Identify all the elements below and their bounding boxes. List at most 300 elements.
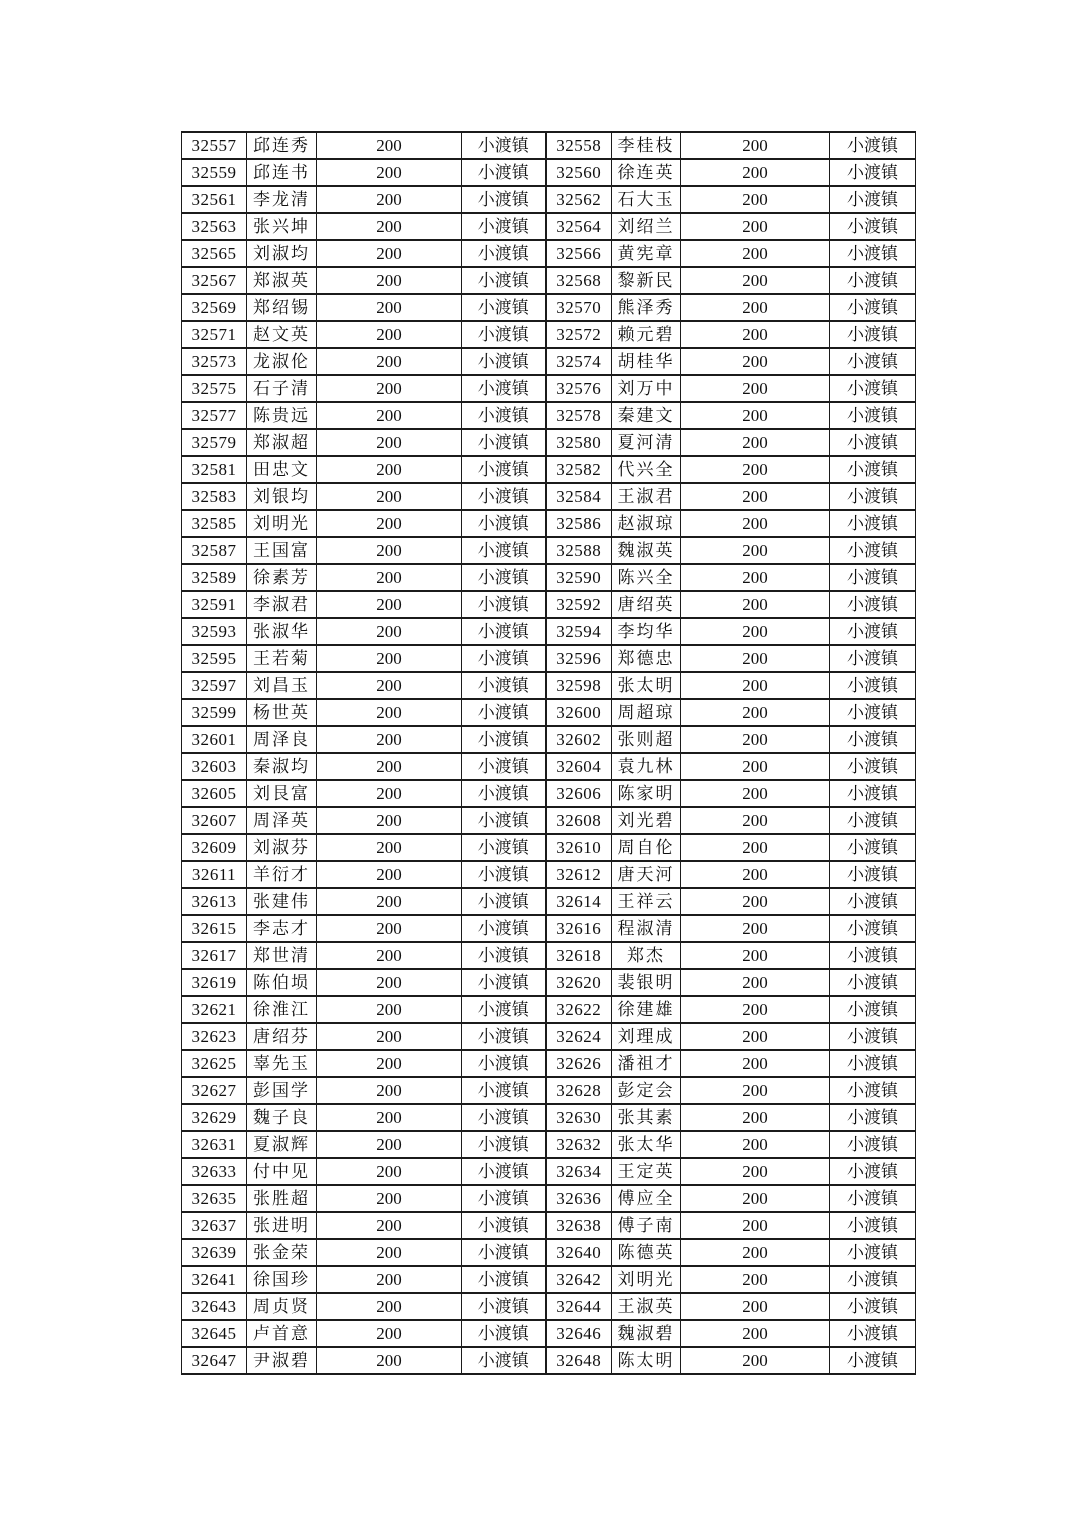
cell-amount: 200 xyxy=(681,969,830,996)
cell-amount: 200 xyxy=(317,1293,462,1320)
cell-town: 小渡镇 xyxy=(830,780,916,807)
cell-id: 32616 xyxy=(546,915,612,942)
table-row xyxy=(182,456,916,483)
cell-town: 小渡镇 xyxy=(462,375,546,402)
table-row xyxy=(182,1212,916,1239)
cell-amount: 200 xyxy=(317,672,462,699)
cell-town: 小渡镇 xyxy=(830,861,916,888)
cell-id: 32628 xyxy=(546,1077,612,1104)
cell-amount: 200 xyxy=(681,780,830,807)
cell-id: 32597 xyxy=(182,672,247,699)
cell-town: 小渡镇 xyxy=(830,1266,916,1293)
cell-name: 刘银均 xyxy=(247,483,317,510)
cell-id: 32631 xyxy=(182,1131,247,1158)
cell-town: 小渡镇 xyxy=(462,942,546,969)
cell-name: 陈德英 xyxy=(612,1239,681,1266)
cell-amount: 200 xyxy=(317,1077,462,1104)
cell-amount: 200 xyxy=(317,645,462,672)
table-row xyxy=(182,1266,916,1293)
cell-id: 32567 xyxy=(182,267,247,294)
cell-town: 小渡镇 xyxy=(830,213,916,240)
cell-town: 小渡镇 xyxy=(462,213,546,240)
cell-name: 邱连秀 xyxy=(247,132,317,159)
cell-town: 小渡镇 xyxy=(830,915,916,942)
table-row xyxy=(182,807,916,834)
cell-name: 张太华 xyxy=(612,1131,681,1158)
cell-town: 小渡镇 xyxy=(462,672,546,699)
cell-name: 张太明 xyxy=(612,672,681,699)
cell-id: 32571 xyxy=(182,321,247,348)
cell-id: 32601 xyxy=(182,726,247,753)
cell-amount: 200 xyxy=(317,1212,462,1239)
cell-id: 32607 xyxy=(182,807,247,834)
table-row xyxy=(182,780,916,807)
cell-name: 张建伟 xyxy=(247,888,317,915)
cell-name: 唐绍英 xyxy=(612,591,681,618)
cell-name: 王国富 xyxy=(247,537,317,564)
cell-id: 32642 xyxy=(546,1266,612,1293)
cell-town: 小渡镇 xyxy=(462,915,546,942)
cell-town: 小渡镇 xyxy=(830,510,916,537)
table-row xyxy=(182,213,916,240)
cell-town: 小渡镇 xyxy=(830,321,916,348)
roster-table xyxy=(181,131,916,1375)
table-row xyxy=(182,1185,916,1212)
cell-name: 秦淑均 xyxy=(247,753,317,780)
cell-town: 小渡镇 xyxy=(830,132,916,159)
cell-name: 陈兴全 xyxy=(612,564,681,591)
table-row xyxy=(182,159,916,186)
cell-id: 32633 xyxy=(182,1158,247,1185)
cell-town: 小渡镇 xyxy=(830,726,916,753)
cell-id: 32629 xyxy=(182,1104,247,1131)
cell-name: 赵文英 xyxy=(247,321,317,348)
cell-name: 周泽英 xyxy=(247,807,317,834)
cell-amount: 200 xyxy=(681,564,830,591)
cell-amount: 200 xyxy=(317,699,462,726)
cell-amount: 200 xyxy=(317,942,462,969)
cell-town: 小渡镇 xyxy=(830,294,916,321)
cell-amount: 200 xyxy=(681,186,830,213)
cell-id: 32569 xyxy=(182,294,247,321)
cell-town: 小渡镇 xyxy=(830,1320,916,1347)
cell-id: 32565 xyxy=(182,240,247,267)
cell-amount: 200 xyxy=(681,1023,830,1050)
cell-amount: 200 xyxy=(317,969,462,996)
cell-town: 小渡镇 xyxy=(830,618,916,645)
cell-town: 小渡镇 xyxy=(462,564,546,591)
cell-town: 小渡镇 xyxy=(462,1104,546,1131)
cell-id: 32578 xyxy=(546,402,612,429)
cell-name: 陈伯埙 xyxy=(247,969,317,996)
cell-name: 刘艮富 xyxy=(247,780,317,807)
cell-name: 胡桂华 xyxy=(612,348,681,375)
cell-name: 唐天河 xyxy=(612,861,681,888)
cell-id: 32589 xyxy=(182,564,247,591)
cell-name: 黄宪章 xyxy=(612,240,681,267)
cell-town: 小渡镇 xyxy=(830,159,916,186)
table-row xyxy=(182,267,916,294)
cell-id: 32564 xyxy=(546,213,612,240)
table-row xyxy=(182,321,916,348)
cell-amount: 200 xyxy=(317,780,462,807)
cell-town: 小渡镇 xyxy=(462,1293,546,1320)
cell-town: 小渡镇 xyxy=(462,780,546,807)
cell-town: 小渡镇 xyxy=(830,1023,916,1050)
cell-amount: 200 xyxy=(681,996,830,1023)
cell-id: 32635 xyxy=(182,1185,247,1212)
cell-name: 邱连书 xyxy=(247,159,317,186)
cell-town: 小渡镇 xyxy=(462,996,546,1023)
cell-id: 32608 xyxy=(546,807,612,834)
cell-id: 32644 xyxy=(546,1293,612,1320)
cell-town: 小渡镇 xyxy=(462,807,546,834)
cell-id: 32581 xyxy=(182,456,247,483)
cell-amount: 200 xyxy=(317,1050,462,1077)
cell-id: 32636 xyxy=(546,1185,612,1212)
cell-name: 彭国学 xyxy=(247,1077,317,1104)
cell-id: 32611 xyxy=(182,861,247,888)
cell-amount: 200 xyxy=(681,645,830,672)
cell-name: 赖元碧 xyxy=(612,321,681,348)
cell-amount: 200 xyxy=(317,186,462,213)
cell-town: 小渡镇 xyxy=(462,726,546,753)
cell-name: 郑淑超 xyxy=(247,429,317,456)
cell-name: 刘淑芬 xyxy=(247,834,317,861)
cell-id: 32604 xyxy=(546,753,612,780)
table-row xyxy=(182,429,916,456)
cell-amount: 200 xyxy=(681,159,830,186)
table-row xyxy=(182,591,916,618)
cell-amount: 200 xyxy=(681,834,830,861)
cell-name: 李桂枝 xyxy=(612,132,681,159)
cell-name: 龙淑伦 xyxy=(247,348,317,375)
cell-town: 小渡镇 xyxy=(830,240,916,267)
cell-name: 郑德忠 xyxy=(612,645,681,672)
cell-town: 小渡镇 xyxy=(830,1158,916,1185)
cell-id: 32626 xyxy=(546,1050,612,1077)
cell-id: 32557 xyxy=(182,132,247,159)
table-row xyxy=(182,618,916,645)
table-row xyxy=(182,942,916,969)
cell-id: 32583 xyxy=(182,483,247,510)
table-row xyxy=(182,861,916,888)
cell-town: 小渡镇 xyxy=(462,1347,546,1374)
cell-name: 傅子南 xyxy=(612,1212,681,1239)
table-row xyxy=(182,537,916,564)
cell-town: 小渡镇 xyxy=(462,537,546,564)
cell-id: 32579 xyxy=(182,429,247,456)
cell-amount: 200 xyxy=(317,726,462,753)
cell-amount: 200 xyxy=(317,1185,462,1212)
cell-id: 32561 xyxy=(182,186,247,213)
cell-name: 刘淑均 xyxy=(247,240,317,267)
cell-id: 32614 xyxy=(546,888,612,915)
table-row xyxy=(182,348,916,375)
cell-name: 秦建文 xyxy=(612,402,681,429)
table-row xyxy=(182,240,916,267)
cell-id: 32562 xyxy=(546,186,612,213)
cell-amount: 200 xyxy=(681,1320,830,1347)
cell-name: 张其素 xyxy=(612,1104,681,1131)
cell-id: 32584 xyxy=(546,483,612,510)
cell-town: 小渡镇 xyxy=(462,888,546,915)
table-row xyxy=(182,402,916,429)
cell-id: 32619 xyxy=(182,969,247,996)
cell-amount: 200 xyxy=(317,996,462,1023)
table-row xyxy=(182,699,916,726)
cell-id: 32570 xyxy=(546,294,612,321)
cell-town: 小渡镇 xyxy=(462,186,546,213)
cell-town: 小渡镇 xyxy=(462,1239,546,1266)
cell-id: 32620 xyxy=(546,969,612,996)
cell-town: 小渡镇 xyxy=(462,321,546,348)
cell-id: 32591 xyxy=(182,591,247,618)
cell-town: 小渡镇 xyxy=(830,1212,916,1239)
cell-id: 32576 xyxy=(546,375,612,402)
cell-town: 小渡镇 xyxy=(830,807,916,834)
cell-town: 小渡镇 xyxy=(462,753,546,780)
cell-name: 唐绍芬 xyxy=(247,1023,317,1050)
cell-town: 小渡镇 xyxy=(830,1077,916,1104)
cell-id: 32647 xyxy=(182,1347,247,1374)
cell-name: 徐素芳 xyxy=(247,564,317,591)
cell-id: 32624 xyxy=(546,1023,612,1050)
table-row xyxy=(182,1104,916,1131)
table-row xyxy=(182,1050,916,1077)
cell-name: 石子清 xyxy=(247,375,317,402)
cell-amount: 200 xyxy=(317,1104,462,1131)
cell-id: 32587 xyxy=(182,537,247,564)
table-row xyxy=(182,564,916,591)
cell-name: 徐淮江 xyxy=(247,996,317,1023)
table-row xyxy=(182,996,916,1023)
cell-id: 32582 xyxy=(546,456,612,483)
cell-id: 32645 xyxy=(182,1320,247,1347)
cell-amount: 200 xyxy=(681,240,830,267)
cell-id: 32574 xyxy=(546,348,612,375)
cell-town: 小渡镇 xyxy=(830,1185,916,1212)
table-row xyxy=(182,1131,916,1158)
cell-amount: 200 xyxy=(317,618,462,645)
cell-id: 32640 xyxy=(546,1239,612,1266)
cell-id: 32603 xyxy=(182,753,247,780)
cell-amount: 200 xyxy=(681,429,830,456)
cell-amount: 200 xyxy=(317,159,462,186)
cell-amount: 200 xyxy=(681,672,830,699)
cell-id: 32566 xyxy=(546,240,612,267)
cell-amount: 200 xyxy=(317,1266,462,1293)
roster-body xyxy=(182,132,916,1374)
cell-amount: 200 xyxy=(681,294,830,321)
cell-name: 周超琼 xyxy=(612,699,681,726)
cell-town: 小渡镇 xyxy=(462,1266,546,1293)
cell-amount: 200 xyxy=(681,942,830,969)
cell-name: 卢首意 xyxy=(247,1320,317,1347)
cell-town: 小渡镇 xyxy=(462,240,546,267)
cell-name: 辜先玉 xyxy=(247,1050,317,1077)
table-row xyxy=(182,1239,916,1266)
cell-town: 小渡镇 xyxy=(830,186,916,213)
cell-name: 刘明光 xyxy=(247,510,317,537)
cell-town: 小渡镇 xyxy=(830,672,916,699)
cell-name: 郑世清 xyxy=(247,942,317,969)
cell-id: 32559 xyxy=(182,159,247,186)
cell-town: 小渡镇 xyxy=(830,591,916,618)
cell-name: 李均华 xyxy=(612,618,681,645)
cell-name: 魏淑碧 xyxy=(612,1320,681,1347)
cell-id: 32627 xyxy=(182,1077,247,1104)
cell-town: 小渡镇 xyxy=(830,645,916,672)
cell-name: 代兴全 xyxy=(612,456,681,483)
cell-town: 小渡镇 xyxy=(462,483,546,510)
cell-town: 小渡镇 xyxy=(462,456,546,483)
table-row xyxy=(182,834,916,861)
cell-name: 刘明光 xyxy=(612,1266,681,1293)
cell-amount: 200 xyxy=(317,861,462,888)
cell-id: 32558 xyxy=(546,132,612,159)
cell-name: 周贞贤 xyxy=(247,1293,317,1320)
cell-amount: 200 xyxy=(681,888,830,915)
cell-name: 彭定会 xyxy=(612,1077,681,1104)
cell-amount: 200 xyxy=(317,1023,462,1050)
cell-id: 32621 xyxy=(182,996,247,1023)
table-row xyxy=(182,186,916,213)
table-row xyxy=(182,645,916,672)
cell-amount: 200 xyxy=(317,294,462,321)
cell-town: 小渡镇 xyxy=(830,348,916,375)
cell-amount: 200 xyxy=(317,267,462,294)
cell-amount: 200 xyxy=(681,375,830,402)
cell-id: 32588 xyxy=(546,537,612,564)
cell-name: 李龙清 xyxy=(247,186,317,213)
table-row xyxy=(182,483,916,510)
cell-amount: 200 xyxy=(317,213,462,240)
cell-id: 32606 xyxy=(546,780,612,807)
cell-name: 张淑华 xyxy=(247,618,317,645)
cell-name: 裴银明 xyxy=(612,969,681,996)
cell-id: 32622 xyxy=(546,996,612,1023)
cell-id: 32595 xyxy=(182,645,247,672)
cell-id: 32639 xyxy=(182,1239,247,1266)
cell-id: 32598 xyxy=(546,672,612,699)
cell-id: 32592 xyxy=(546,591,612,618)
cell-name: 石大玉 xyxy=(612,186,681,213)
cell-amount: 200 xyxy=(681,267,830,294)
cell-name: 王淑英 xyxy=(612,1293,681,1320)
cell-town: 小渡镇 xyxy=(462,1023,546,1050)
cell-name: 郑绍锡 xyxy=(247,294,317,321)
cell-town: 小渡镇 xyxy=(830,699,916,726)
cell-town: 小渡镇 xyxy=(462,645,546,672)
cell-name: 赵淑琼 xyxy=(612,510,681,537)
cell-amount: 200 xyxy=(681,132,830,159)
cell-amount: 200 xyxy=(681,1050,830,1077)
cell-amount: 200 xyxy=(681,591,830,618)
cell-amount: 200 xyxy=(317,753,462,780)
cell-id: 32585 xyxy=(182,510,247,537)
cell-name: 傅应全 xyxy=(612,1185,681,1212)
cell-id: 32577 xyxy=(182,402,247,429)
cell-id: 32648 xyxy=(546,1347,612,1374)
cell-amount: 200 xyxy=(681,1185,830,1212)
cell-name: 郑杰 xyxy=(612,942,681,969)
cell-name: 陈家明 xyxy=(612,780,681,807)
cell-id: 32599 xyxy=(182,699,247,726)
cell-amount: 200 xyxy=(317,1239,462,1266)
table-row xyxy=(182,1077,916,1104)
cell-name: 张进明 xyxy=(247,1212,317,1239)
cell-amount: 200 xyxy=(681,753,830,780)
cell-town: 小渡镇 xyxy=(462,132,546,159)
cell-town: 小渡镇 xyxy=(830,834,916,861)
cell-id: 32586 xyxy=(546,510,612,537)
cell-name: 周泽良 xyxy=(247,726,317,753)
cell-name: 王定英 xyxy=(612,1158,681,1185)
cell-id: 32575 xyxy=(182,375,247,402)
cell-amount: 200 xyxy=(317,510,462,537)
cell-name: 徐连英 xyxy=(612,159,681,186)
cell-town: 小渡镇 xyxy=(462,510,546,537)
cell-amount: 200 xyxy=(681,807,830,834)
cell-id: 32613 xyxy=(182,888,247,915)
table-row xyxy=(182,1293,916,1320)
cell-amount: 200 xyxy=(317,429,462,456)
cell-town: 小渡镇 xyxy=(462,1131,546,1158)
cell-id: 32602 xyxy=(546,726,612,753)
cell-id: 32596 xyxy=(546,645,612,672)
cell-town: 小渡镇 xyxy=(830,1239,916,1266)
cell-name: 魏淑英 xyxy=(612,537,681,564)
cell-amount: 200 xyxy=(681,456,830,483)
cell-id: 32600 xyxy=(546,699,612,726)
table-row xyxy=(182,1347,916,1374)
cell-name: 刘绍兰 xyxy=(612,213,681,240)
table-row xyxy=(182,726,916,753)
cell-amount: 200 xyxy=(681,510,830,537)
cell-amount: 200 xyxy=(681,1104,830,1131)
table-row xyxy=(182,1158,916,1185)
cell-amount: 200 xyxy=(317,807,462,834)
cell-amount: 200 xyxy=(681,483,830,510)
cell-town: 小渡镇 xyxy=(462,1077,546,1104)
table-row xyxy=(182,375,916,402)
cell-id: 32610 xyxy=(546,834,612,861)
table-row xyxy=(182,294,916,321)
cell-town: 小渡镇 xyxy=(830,753,916,780)
cell-town: 小渡镇 xyxy=(830,537,916,564)
cell-id: 32643 xyxy=(182,1293,247,1320)
cell-town: 小渡镇 xyxy=(830,942,916,969)
cell-id: 32637 xyxy=(182,1212,247,1239)
cell-name: 徐国珍 xyxy=(247,1266,317,1293)
cell-id: 32568 xyxy=(546,267,612,294)
cell-name: 张金荣 xyxy=(247,1239,317,1266)
cell-amount: 200 xyxy=(317,402,462,429)
cell-town: 小渡镇 xyxy=(830,996,916,1023)
cell-amount: 200 xyxy=(681,1158,830,1185)
cell-name: 袁九林 xyxy=(612,753,681,780)
table-row xyxy=(182,1320,916,1347)
cell-name: 黎新民 xyxy=(612,267,681,294)
cell-name: 夏淑辉 xyxy=(247,1131,317,1158)
table-row xyxy=(182,888,916,915)
cell-amount: 200 xyxy=(681,1266,830,1293)
cell-amount: 200 xyxy=(681,726,830,753)
cell-town: 小渡镇 xyxy=(462,294,546,321)
cell-amount: 200 xyxy=(317,240,462,267)
table-row xyxy=(182,753,916,780)
